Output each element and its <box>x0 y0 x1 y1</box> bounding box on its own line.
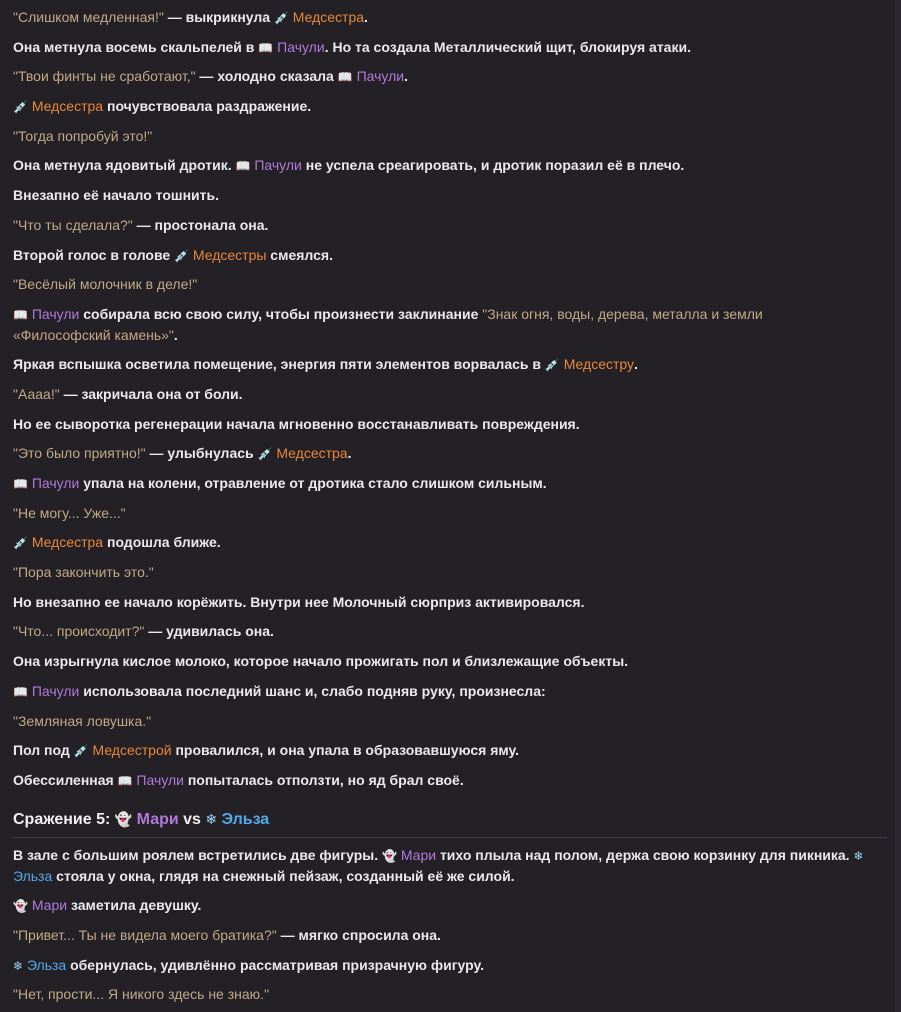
story-line: Внезапно её начало тошнить. <box>13 187 219 203</box>
story-line: "Пора закончить это." <box>13 564 154 580</box>
character-name[interactable]: Пачули <box>31 475 80 491</box>
syringe-icon: 💉 <box>13 100 28 114</box>
story-line: "Аааа!" — закричала она от боли. <box>13 386 243 402</box>
story-line: Второй голос в голове 💉 Медсестры смеялся. <box>13 247 333 263</box>
character-name[interactable]: Пачули <box>31 306 80 322</box>
book-icon: 📖 <box>13 308 28 322</box>
character-name[interactable]: Медсестра <box>31 534 104 550</box>
snowflake-icon: ❄ <box>13 959 24 973</box>
syringe-icon: 💉 <box>73 744 89 758</box>
character-name[interactable]: Пачули <box>31 683 80 699</box>
book-icon: 📖 <box>117 774 133 788</box>
story-line: Пол под 💉 Медсестрой провалился, и она упала в образовавшуюся яму. <box>13 742 519 758</box>
story-line: Яркая вспышка осветила помещение, энергия пяти элементов ворвалась в 💉 Медсестру. <box>13 356 638 372</box>
story-line: "Земляная ловушка." <box>13 713 152 729</box>
character-name[interactable]: Пачули <box>254 157 302 173</box>
character-name[interactable]: Медсестра <box>276 445 348 461</box>
battle-heading: Сражение 5: 👻 Мари vs ❄ Эльза <box>13 811 270 828</box>
story-line: Но внезапно ее начало корёжить. Внутри нее Молочный сюрприз активировался. <box>13 594 585 610</box>
syringe-icon: 💉 <box>174 249 190 263</box>
story-line: "Не могу... Уже..." <box>13 505 126 521</box>
character-name[interactable]: Медсестрой <box>92 742 172 758</box>
story-line: В зале с большим роялем встретились две фигуры. 👻 Мари тихо плыла над полом, держа свою корзинку для пикника. ❄ Эльза стояла у окна, глядя на снежный пейзаж, созданный её же силой. <box>13 847 864 884</box>
story-line: 💉 Медсестра подошла ближе. <box>13 534 221 550</box>
character-name[interactable]: Медсестра <box>292 9 365 25</box>
story-line: "Слишком медленная!" — выкрикнула 💉 Медсестра. <box>13 9 368 25</box>
syringe-icon: 💉 <box>544 358 560 372</box>
story-line: "Нет, прости... Я никого здесь не знаю." <box>13 986 270 1002</box>
book-icon: 📖 <box>13 685 28 699</box>
book-icon: 📖 <box>258 41 274 55</box>
character-name[interactable]: Эльза <box>13 868 53 884</box>
story-line: "Это было приятно!" — улыбнулась 💉 Медсестра. <box>13 445 352 461</box>
story-line: "Привет... Ты не видела моего братика?" — мягко спросила она. <box>13 927 441 943</box>
section-divider <box>13 837 887 838</box>
book-icon: 📖 <box>337 70 353 84</box>
story-line: Обессиленная 📖 Пачули попыталась отползти, но яд брал своё. <box>13 772 464 788</box>
book-icon: 📖 <box>235 159 251 173</box>
story-line: "Тогда попробуй это!" <box>13 128 153 144</box>
ghost-icon: 👻 <box>114 811 133 827</box>
snowflake-icon: ❄ <box>853 849 864 863</box>
story-line: 💉 Медсестра почувствовала раздражение. <box>13 98 312 114</box>
story-line: "Что... происходит?" — удивилась она. <box>13 623 274 639</box>
story-line: Она метнула восемь скальпелей в 📖 Пачули. Но та создала Металлический щит, блокируя атаки. <box>13 39 691 55</box>
story-line: 📖 Пачули использовала последний шанс и, слабо подняв руку, произнесла: <box>13 683 546 699</box>
ghost-icon: 👻 <box>382 849 397 863</box>
syringe-icon: 💉 <box>273 11 289 25</box>
story-line: 👻 Мари заметила девушку. <box>13 897 202 913</box>
character-name[interactable]: Пачули <box>356 68 405 84</box>
story-line: 📖 Пачули собирала всю свою силу, чтобы произнести заклинание "Знак огня, воды, дерева, металла и земли «Философский камень»". <box>13 306 763 343</box>
syringe-icon: 💉 <box>257 447 273 461</box>
story-line: Она изрыгнула кислое молоко, которое начало прожигать пол и близлежащие объекты. <box>13 653 629 669</box>
story-line: "Твои финты не сработают," — холодно сказала 📖 Пачули. <box>13 68 408 84</box>
ghost-icon: 👻 <box>13 899 28 913</box>
character-name[interactable]: Медсестры <box>192 247 267 263</box>
character-name[interactable]: Мари <box>136 811 179 828</box>
character-name[interactable]: Медсестра <box>31 98 104 114</box>
snowflake-icon: ❄ <box>205 811 218 827</box>
character-name[interactable]: Мари <box>31 897 68 913</box>
character-name[interactable]: Пачули <box>136 772 184 788</box>
story-line: Она метнула ядовитый дротик. 📖 Пачули не успела среагировать, и дротик поразил её в плечо. <box>13 157 685 173</box>
syringe-icon: 💉 <box>13 536 28 550</box>
character-name[interactable]: Мари <box>400 847 437 863</box>
story-line: 📖 Пачули упала на колени, отравление от дротика стало слишком сильным. <box>13 475 547 491</box>
character-name[interactable]: Медсестру <box>563 356 635 372</box>
book-icon: 📖 <box>13 477 28 491</box>
story-line: Но ее сыворотка регенерации начала мгновенно восстанавливать повреждения. <box>13 416 580 432</box>
scrollbar[interactable] <box>895 0 901 1012</box>
character-name[interactable]: Эльза <box>26 957 67 973</box>
character-name[interactable]: Эльза <box>221 811 270 828</box>
story-line: "Весёлый молочник в деле!" <box>13 276 198 292</box>
story-line: ❄ Эльза обернулась, удивлённо рассматривая призрачную фигуру. <box>13 957 484 973</box>
story-line: "Что ты сделала?" — простонала она. <box>13 217 269 233</box>
character-name[interactable]: Пачули <box>277 39 325 55</box>
